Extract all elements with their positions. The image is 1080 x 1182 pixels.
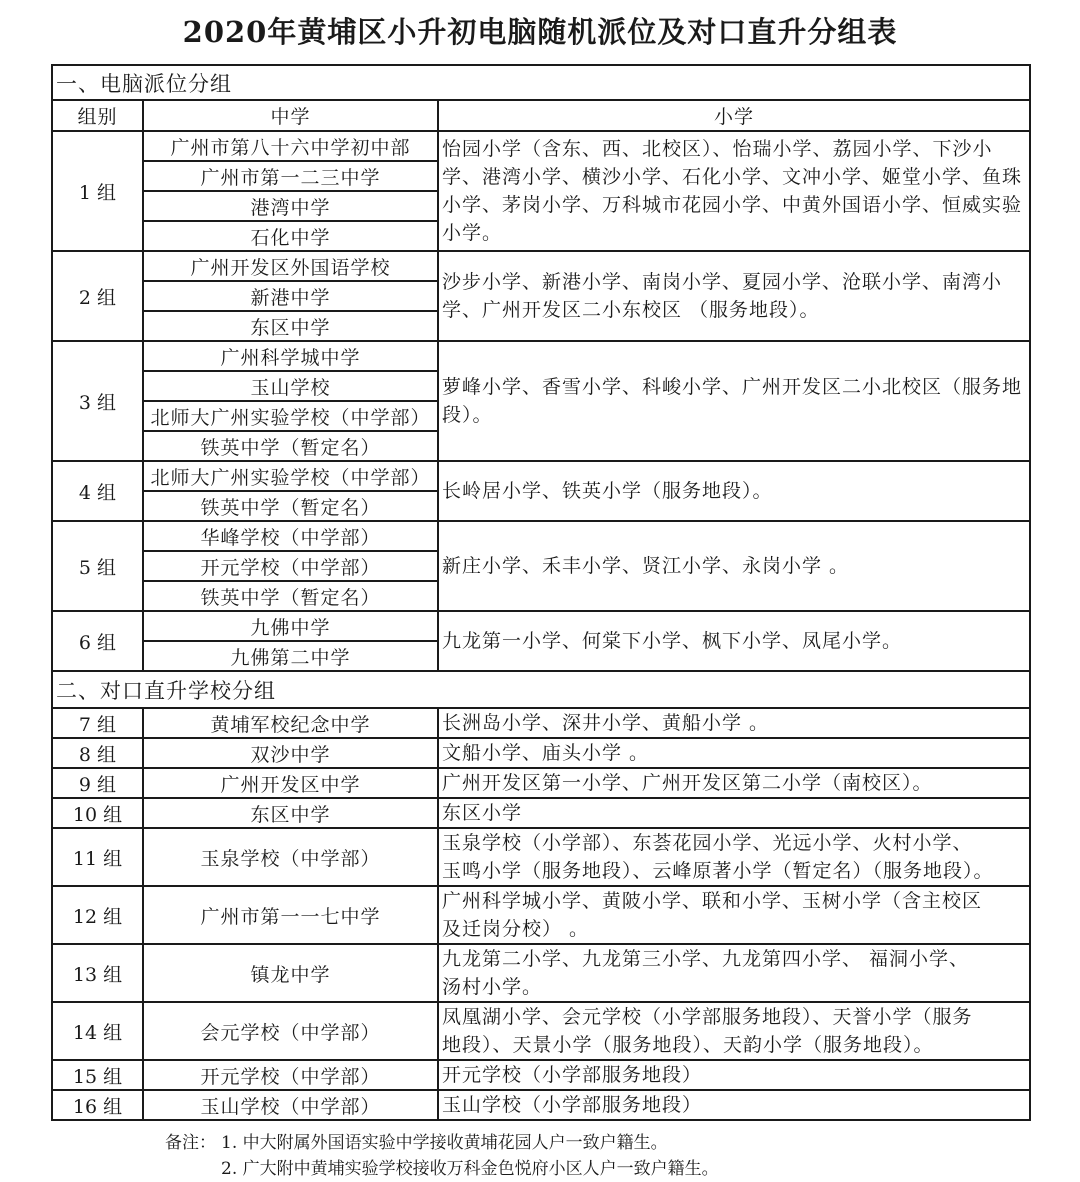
middle-school: 广州科学城中学 — [143, 341, 438, 371]
group-label: 10 组 — [52, 798, 143, 828]
middle-school: 广州市第一二三中学 — [143, 161, 438, 191]
middle-school: 九佛中学 — [143, 611, 438, 641]
primary-schools: 广州科学城小学、黄陂小学、联和小学、玉树小学（含主校区 及迁岗分校） 。 — [438, 886, 1030, 944]
table-row — [52, 738, 1030, 768]
header-primary: 小学 — [438, 100, 1030, 131]
primary-schools: 长岭居小学、铁英小学（服务地段）。 — [438, 461, 1030, 521]
section-heading-direct: 二、对口直升学校分组 — [52, 671, 1030, 708]
table-row — [52, 611, 1030, 641]
group-label: 11 组 — [52, 828, 143, 886]
middle-school: 广州市第一一七中学 — [143, 886, 438, 944]
middle-school: 会元学校（中学部） — [143, 1002, 438, 1060]
primary-schools: 广州开发区第一小学、广州开发区第二小学（南校区）。 — [438, 768, 1030, 798]
table-row — [52, 1060, 1030, 1090]
primary-schools: 新庄小学、禾丰小学、贤江小学、永岗小学 。 — [438, 521, 1030, 611]
middle-school: 开元学校（中学部） — [143, 1060, 438, 1090]
table-row — [52, 768, 1030, 798]
primary-schools: 九龙第一小学、何棠下小学、枫下小学、凤尾小学。 — [438, 611, 1030, 671]
group-label: 1 组 — [52, 131, 143, 251]
middle-school: 东区中学 — [143, 798, 438, 828]
note-line: 1. 中大附属外国语实验中学接收黄埔花园人户一致户籍生。 — [221, 1133, 668, 1153]
group-label: 5 组 — [52, 521, 143, 611]
group-label: 6 组 — [52, 611, 143, 671]
notes — [165, 1130, 719, 1182]
table-row — [52, 798, 1030, 828]
notes-label: 备注： — [165, 1133, 216, 1153]
document-title: 2020年黄埔区小升初电脑随机派位及对口直升分组表 — [182, 15, 898, 49]
middle-school: 九佛第二中学 — [143, 641, 438, 671]
primary-schools: 开元学校（小学部服务地段） — [438, 1060, 1030, 1090]
group-label: 8 组 — [52, 738, 143, 768]
primary-schools: 沙步小学、新港小学、南岗小学、夏园小学、沧联小学、南湾小学、广州开发区二小东校区 （服务地段）。 — [438, 251, 1030, 341]
group-label: 12 组 — [52, 886, 143, 944]
primary-schools: 东区小学 — [438, 798, 1030, 828]
middle-school: 玉泉学校（中学部） — [143, 828, 438, 886]
middle-school: 镇龙中学 — [143, 944, 438, 1002]
middle-school: 广州市第八十六中学初中部 — [143, 131, 438, 161]
middle-school: 石化中学 — [143, 221, 438, 251]
middle-school: 广州开发区外国语学校 — [143, 251, 438, 281]
middle-school: 广州开发区中学 — [143, 768, 438, 798]
table-row — [52, 1002, 1030, 1060]
group-label: 13 组 — [52, 944, 143, 1002]
middle-school: 开元学校（中学部） — [143, 551, 438, 581]
primary-schools: 长洲岛小学、深井小学、黄船小学 。 — [438, 708, 1030, 738]
group-label: 7 组 — [52, 708, 143, 738]
middle-school: 铁英中学（暂定名） — [143, 491, 438, 521]
table-row — [52, 828, 1030, 886]
group-label: 15 组 — [52, 1060, 143, 1090]
primary-schools: 玉泉学校（小学部）、东荟花园小学、光远小学、火村小学、 玉鸣小学（服务地段）、云峰原著小学（暂定名）（服务地段）。 — [438, 828, 1030, 886]
primary-schools: 玉山学校（小学部服务地段） — [438, 1090, 1030, 1120]
table-row — [52, 1090, 1030, 1120]
table-row — [52, 708, 1030, 738]
group-label: 2 组 — [52, 251, 143, 341]
table-row — [52, 886, 1030, 944]
middle-school: 铁英中学（暂定名） — [143, 431, 438, 461]
table-row — [52, 944, 1030, 1002]
table-row — [52, 341, 1030, 371]
primary-schools: 萝峰小学、香雪小学、科峻小学、广州开发区二小北校区（服务地段）。 — [438, 341, 1030, 461]
middle-school: 东区中学 — [143, 311, 438, 341]
table-row — [52, 131, 1030, 161]
group-label: 4 组 — [52, 461, 143, 521]
group-label: 3 组 — [52, 341, 143, 461]
middle-school: 北师大广州实验学校（中学部） — [143, 401, 438, 431]
header-middle: 中学 — [143, 100, 438, 131]
assignment-table — [51, 64, 1031, 1121]
middle-school: 玉山学校 — [143, 371, 438, 401]
middle-school: 玉山学校（中学部） — [143, 1090, 438, 1120]
group-label: 16 组 — [52, 1090, 143, 1120]
primary-schools: 九龙第二小学、九龙第三小学、九龙第四小学、 福洞小学、 汤村小学。 — [438, 944, 1030, 1002]
middle-school: 双沙中学 — [143, 738, 438, 768]
section-heading-lottery: 一、电脑派位分组 — [52, 65, 1030, 100]
middle-school: 新港中学 — [143, 281, 438, 311]
table-row — [52, 521, 1030, 551]
middle-school: 铁英中学（暂定名） — [143, 581, 438, 611]
table-row — [52, 251, 1030, 281]
group-label: 14 组 — [52, 1002, 143, 1060]
primary-schools: 凤凰湖小学、会元学校（小学部服务地段）、天誉小学（服务 地段）、天景小学（服务地段）、天韵小学（服务地段）。 — [438, 1002, 1030, 1060]
middle-school: 华峰学校（中学部） — [143, 521, 438, 551]
middle-school: 北师大广州实验学校（中学部） — [143, 461, 438, 491]
table-row — [52, 461, 1030, 491]
middle-school: 黄埔军校纪念中学 — [143, 708, 438, 738]
note-line: 2. 广大附中黄埔实验学校接收万科金色悦府小区人户一致户籍生。 — [221, 1159, 719, 1179]
middle-school: 港湾中学 — [143, 191, 438, 221]
header-group: 组别 — [52, 100, 143, 131]
group-label: 9 组 — [52, 768, 143, 798]
primary-schools: 文船小学、庙头小学 。 — [438, 738, 1030, 768]
primary-schools: 怡园小学（含东、西、北校区）、怡瑞小学、荔园小学、下沙小学、港湾小学、横沙小学、石化小学、文冲小学、姬堂小学、鱼珠小学、茅岗小学、万科城市花园小学、中黄外国语小学、恒威实验小学。 — [438, 131, 1030, 251]
